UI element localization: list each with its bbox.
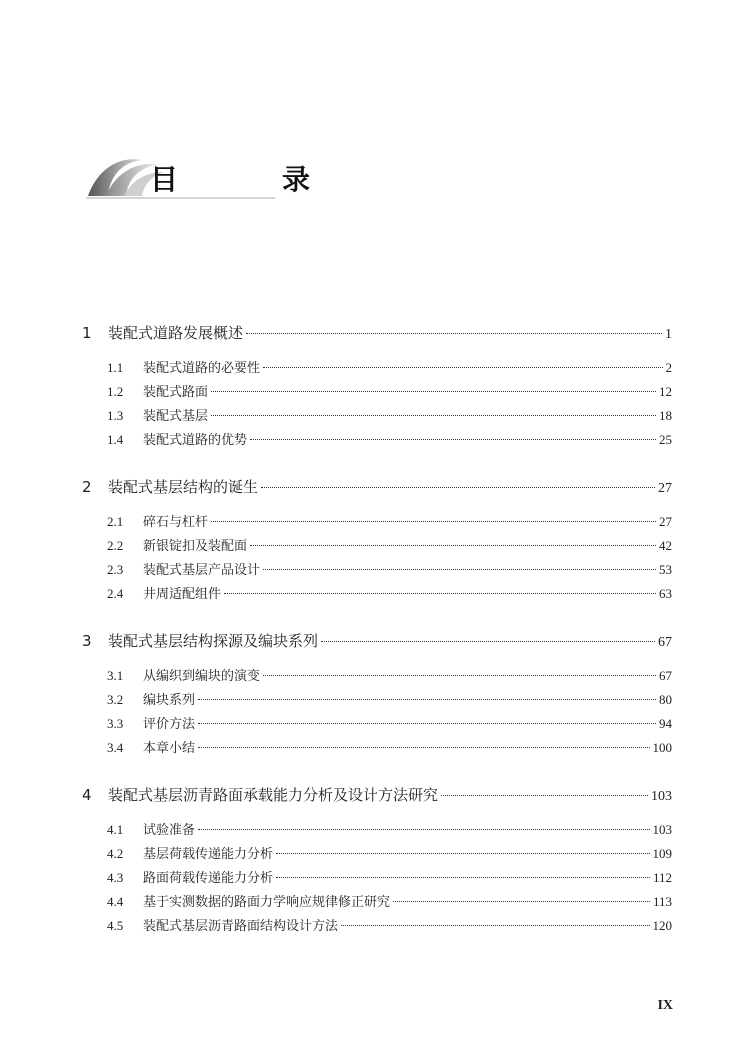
section-page: 120 bbox=[652, 918, 672, 933]
leader-dots bbox=[276, 877, 650, 878]
section-title: 新银锭扣及装配面 bbox=[143, 539, 248, 554]
leader-dots bbox=[198, 699, 656, 700]
leader-dots bbox=[393, 901, 650, 902]
section-title: 井周适配组件 bbox=[143, 587, 222, 602]
toc-section-entry[interactable] bbox=[107, 582, 672, 606]
section-page: 80 bbox=[659, 692, 672, 707]
toc-section-entry[interactable] bbox=[107, 356, 672, 380]
section-page: 100 bbox=[652, 740, 672, 755]
toc-section-entry[interactable] bbox=[107, 818, 672, 842]
section-page: 27 bbox=[659, 514, 672, 529]
section-number: 3.3 bbox=[107, 716, 124, 731]
leader-dots bbox=[261, 487, 655, 488]
section-title: 基层荷载传递能力分析 bbox=[143, 847, 274, 862]
section-title: 路面荷载传递能力分析 bbox=[143, 871, 274, 886]
section-page: 94 bbox=[659, 716, 672, 731]
section-title: 装配式道路的优势 bbox=[143, 433, 248, 448]
toc-chapter-entry[interactable] bbox=[82, 780, 672, 810]
section-page: 67 bbox=[659, 668, 672, 683]
section-title: 试验准备 bbox=[143, 823, 196, 838]
leader-dots bbox=[211, 415, 656, 416]
toc-section-entry[interactable] bbox=[107, 380, 672, 404]
toc-section-entry[interactable] bbox=[107, 558, 672, 582]
section-page: 25 bbox=[659, 432, 672, 447]
chapter-number: 4 bbox=[82, 786, 92, 804]
toc-section-entry[interactable] bbox=[107, 404, 672, 428]
toc-section-entry[interactable] bbox=[107, 510, 672, 534]
chapter-title: 装配式基层沥青路面承载能力分析及设计方法研究 bbox=[108, 786, 439, 804]
table-of-contents bbox=[82, 318, 672, 952]
toc-section-entry[interactable] bbox=[107, 428, 672, 452]
page-title: 目 录 bbox=[150, 163, 349, 196]
toc-chapter-entry[interactable] bbox=[82, 318, 672, 348]
leader-dots bbox=[250, 439, 656, 440]
toc-chapter-entry[interactable] bbox=[82, 626, 672, 656]
section-number: 4.3 bbox=[107, 870, 124, 885]
section-number: 4.5 bbox=[107, 918, 124, 933]
section-title: 编块系列 bbox=[143, 693, 196, 708]
toc-section-entry[interactable] bbox=[107, 712, 672, 736]
toc-section-entry[interactable] bbox=[107, 534, 672, 558]
leader-dots bbox=[198, 829, 649, 830]
section-page: 42 bbox=[659, 538, 672, 553]
section-number: 1.3 bbox=[107, 408, 124, 423]
leader-dots bbox=[211, 391, 656, 392]
toc-section-entry[interactable] bbox=[107, 664, 672, 688]
chapter-number: 2 bbox=[82, 478, 92, 496]
section-page: 103 bbox=[652, 822, 672, 837]
chapter-title: 装配式基层结构探源及编块系列 bbox=[108, 632, 319, 650]
leader-dots bbox=[263, 675, 656, 676]
section-title: 评价方法 bbox=[143, 717, 196, 732]
section-number: 2.1 bbox=[107, 514, 124, 529]
toc-section-entry[interactable] bbox=[107, 736, 672, 760]
leader-dots bbox=[198, 723, 656, 724]
toc-chapter-entry[interactable] bbox=[82, 472, 672, 502]
chapter-page: 67 bbox=[658, 635, 672, 650]
leader-dots bbox=[321, 641, 655, 642]
toc-section-entry[interactable] bbox=[107, 688, 672, 712]
section-page: 12 bbox=[659, 384, 672, 399]
leader-dots bbox=[263, 367, 662, 368]
section-page: 109 bbox=[652, 846, 672, 861]
leader-dots bbox=[441, 795, 648, 796]
toc-section-entry[interactable] bbox=[107, 914, 672, 938]
toc-section-entry[interactable] bbox=[107, 890, 672, 914]
section-page: 113 bbox=[652, 894, 672, 909]
section-title: 本章小结 bbox=[143, 741, 196, 756]
section-title: 从编织到编块的演变 bbox=[143, 669, 261, 684]
page-header bbox=[0, 0, 750, 230]
section-title: 碎石与杠杆 bbox=[143, 515, 209, 530]
section-number: 3.4 bbox=[107, 740, 124, 755]
chapter-number: 3 bbox=[82, 632, 92, 650]
chapter-number: 1 bbox=[82, 324, 92, 342]
section-number: 2.3 bbox=[107, 562, 124, 577]
section-number: 4.2 bbox=[107, 846, 124, 861]
page-number: IX bbox=[657, 998, 673, 1013]
chapter-page: 103 bbox=[651, 789, 672, 804]
section-title: 装配式路面 bbox=[143, 385, 209, 400]
leader-dots bbox=[246, 333, 662, 334]
section-number: 4.1 bbox=[107, 822, 124, 837]
section-title: 装配式基层沥青路面结构设计方法 bbox=[143, 919, 339, 934]
section-number: 3.2 bbox=[107, 692, 124, 707]
leader-dots bbox=[224, 593, 656, 594]
section-number: 2.4 bbox=[107, 586, 124, 601]
section-title: 装配式基层 bbox=[143, 409, 209, 424]
section-number: 1.4 bbox=[107, 432, 124, 447]
section-page: 18 bbox=[659, 408, 672, 423]
leader-dots bbox=[276, 853, 649, 854]
section-page: 2 bbox=[665, 360, 672, 375]
chapter-page: 1 bbox=[665, 327, 672, 342]
chapter-title: 装配式道路发展概述 bbox=[108, 324, 244, 342]
section-page: 112 bbox=[652, 870, 672, 885]
section-number: 4.4 bbox=[107, 894, 124, 909]
section-title: 装配式基层产品设计 bbox=[143, 563, 261, 578]
toc-section-entry[interactable] bbox=[107, 866, 672, 890]
section-number: 1.2 bbox=[107, 384, 124, 399]
leader-dots bbox=[341, 925, 649, 926]
section-number: 1.1 bbox=[107, 360, 124, 375]
toc-section-entry[interactable] bbox=[107, 842, 672, 866]
section-number: 2.2 bbox=[107, 538, 124, 553]
chapter-page: 27 bbox=[658, 481, 672, 496]
chapter-title: 装配式基层结构的诞生 bbox=[108, 478, 259, 496]
leader-dots bbox=[250, 545, 656, 546]
leader-dots bbox=[198, 747, 649, 748]
section-number: 3.1 bbox=[107, 668, 124, 683]
section-page: 53 bbox=[659, 562, 672, 577]
leader-dots bbox=[211, 521, 656, 522]
section-page: 63 bbox=[659, 586, 672, 601]
leader-dots bbox=[263, 569, 656, 570]
section-title: 装配式道路的必要性 bbox=[143, 361, 261, 376]
section-title: 基于实测数据的路面力学响应规律修正研究 bbox=[143, 895, 391, 910]
